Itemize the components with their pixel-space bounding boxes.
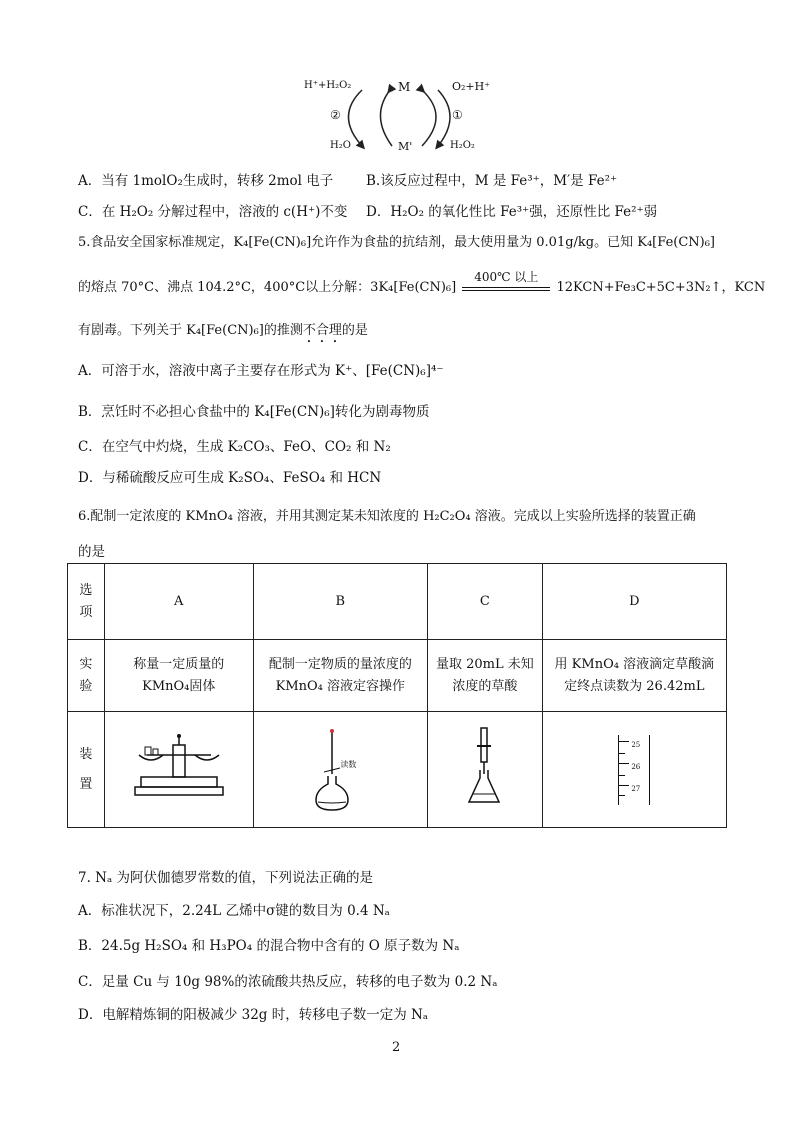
label-h-h2o2: H⁺+H₂O₂ bbox=[304, 80, 352, 91]
option-a-cell: A bbox=[104, 564, 253, 640]
burette-scale bbox=[619, 735, 649, 805]
q5-stem-line3 bbox=[78, 319, 368, 346]
q5-line2-post: 12KCN+Fe₃C+5C+3N₂↑，KCN bbox=[556, 280, 766, 295]
q7-stem: 7. Nₐ 为阿伏伽德罗常数的值，下列说法正确的是 bbox=[78, 870, 373, 886]
option-c-cell: C bbox=[428, 564, 543, 640]
q4-option-d: D．H₂O₂ 的氧化性比 Fe³⁺强，还原性比 Fe²⁺弱 bbox=[366, 204, 658, 220]
q4-option-c: C．在 H₂O₂ 分解过程中，溶液的 c(H⁺)不变 bbox=[78, 204, 348, 220]
q5-line2-pre: 的熔点 70°C、沸点 104.2°C，400°C以上分解：3K₄[Fe(CN)₆] bbox=[78, 280, 457, 295]
volumetric-flask-group bbox=[310, 728, 370, 812]
option-b-cell: B bbox=[253, 564, 427, 640]
q7-option-b: B．24.5g H₂SO₄ 和 H₃PO₄ 的混合物中含有的 O 原子数为 Nₐ bbox=[78, 938, 460, 954]
table-row-apparatus bbox=[68, 712, 727, 828]
redox-cycle-diagram bbox=[300, 76, 500, 158]
q5-stem-line2 bbox=[78, 269, 766, 296]
row-header-apparatus: 装 置 bbox=[68, 712, 105, 828]
balance-icon bbox=[129, 731, 229, 801]
apparatus-a bbox=[104, 712, 253, 828]
step-1-marker: ① bbox=[452, 108, 463, 122]
q5-option-d: D．与稀硫酸反应可生成 K₂SO₄、FeSO₄ 和 HCN bbox=[78, 470, 382, 486]
label-o2-h: O₂+H⁺ bbox=[452, 80, 491, 93]
label-m-prime: M' bbox=[398, 140, 413, 153]
burette-icon bbox=[618, 735, 650, 805]
q6-stem-line2: 的是 bbox=[78, 544, 105, 560]
table-row-experiments bbox=[68, 640, 727, 712]
step-2-marker: ② bbox=[330, 108, 341, 122]
q7-option-c: C．足量 Cu 与 10g 98%的浓硫酸共热反应，转移的电子数为 0.2 Nₐ bbox=[78, 974, 498, 990]
option-d-cell: D bbox=[542, 564, 726, 640]
apparatus-c bbox=[428, 712, 543, 828]
q5-line3-pre: 有剧毒。下列关于 K₄[Fe(CN)₆]的推测 bbox=[78, 323, 303, 338]
row-header-experiment: 实 验 bbox=[68, 640, 105, 712]
left-inner-arc bbox=[380, 90, 392, 146]
burette-tick-26: 26 bbox=[631, 762, 641, 771]
table-row-options bbox=[68, 564, 727, 640]
q7-option-a: A．标准状况下，2.24L 乙烯中σ键的数目为 0.4 Nₐ bbox=[78, 903, 390, 919]
experiment-b: 配制一定物质的量浓度的 KMnO₄ 溶液定容操作 bbox=[253, 640, 427, 712]
reaction-arrow bbox=[462, 269, 550, 296]
right-inner-arc bbox=[438, 90, 450, 146]
apparatus-d bbox=[542, 712, 726, 828]
q5-option-b: B．烹饪时不必担心食盐中的 K₄[Fe(CN)₆]转化为剧毒物质 bbox=[78, 404, 430, 420]
q5-emphasis: 不合理 bbox=[302, 323, 342, 338]
label-h2o2: H₂O₂ bbox=[450, 140, 475, 151]
experiment-a: 称量一定质量的 KMnO₄固体 bbox=[104, 640, 253, 712]
flask-reading-label: 读数 bbox=[340, 759, 357, 769]
apparatus-b bbox=[253, 712, 427, 828]
q5-option-a: A．可溶于水，溶液中离子主要存在形式为 K⁺、[Fe(CN)₆]⁴⁻ bbox=[78, 363, 444, 379]
q6-stem-line1: 6.配制一定浓度的 KMnO₄ 溶液，并用其测定某未知浓度的 H₂C₂O₄ 溶液。完成以上实验所选择的装置正确 bbox=[78, 509, 696, 524]
burette-tick-27: 27 bbox=[631, 784, 641, 793]
label-m: M bbox=[398, 80, 411, 94]
label-h2o: H₂O bbox=[330, 140, 351, 151]
experiment-c: 量取 20mL 未知 浓度的草酸 bbox=[428, 640, 543, 712]
q4-option-a: A．当有 1molO₂生成时，转移 2mol 电子 bbox=[78, 173, 334, 189]
q5-line3-post: 的是 bbox=[341, 323, 368, 338]
q5-stem-line1: 5.食品安全国家标准规定，K₄[Fe(CN)₆]允许作为食盐的抗结剂，最大使用量为 0.01g/kg。已知 K₄[Fe(CN)₆] bbox=[78, 235, 716, 250]
q4-option-b: B.该反应过程中，M 是 Fe³⁺，M′是 Fe²⁺ bbox=[366, 173, 618, 189]
page-number: 2 bbox=[392, 1040, 401, 1055]
q5-option-c: C．在空气中灼烧，生成 K₂CO₃、FeO、CO₂ 和 N₂ bbox=[78, 439, 391, 455]
q7-option-d: D．电解精炼铜的阳极减少 32g 时，转移电子数一定为 Nₐ bbox=[78, 1007, 429, 1023]
reaction-condition: 400℃ 以上 bbox=[474, 269, 539, 284]
left-arc bbox=[349, 90, 363, 146]
right-arc bbox=[422, 90, 436, 146]
burette-tick-25: 25 bbox=[631, 740, 641, 749]
row-header-option: 选 项 bbox=[68, 564, 105, 640]
experiment-d: 用 KMnO₄ 溶液滴定草酸滴 定终点读数为 26.42mL bbox=[542, 640, 726, 712]
pipette-flask-icon bbox=[465, 724, 505, 808]
q6-table bbox=[67, 563, 727, 828]
